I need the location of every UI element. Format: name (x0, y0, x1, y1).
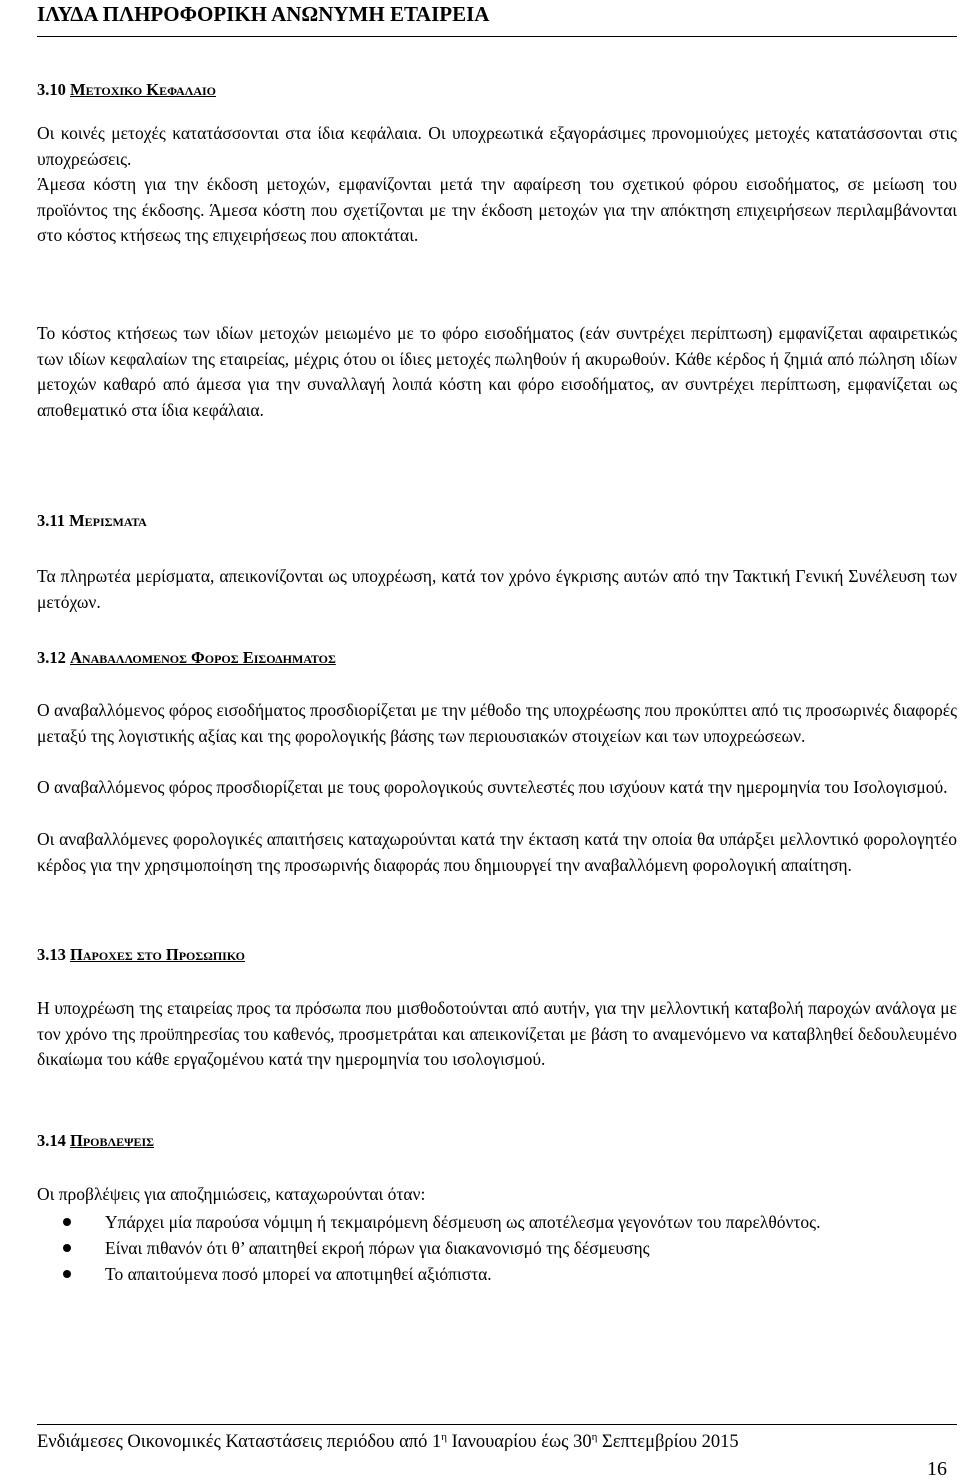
header-divider (37, 36, 957, 37)
footer-period-caption (37, 1432, 739, 1453)
section-number: 3.10 (37, 80, 66, 99)
provisions-conditions-list (37, 1209, 957, 1287)
section-number: 3.13 (37, 945, 66, 964)
list-item-text: Υπάρχει μία παρούσα νόμιμη ή τεκμαιρόμενη δέσμευση ως αποτέλεσμα γεγονότων του παρελθόντος. (105, 1212, 821, 1232)
section-number: 3.12 (37, 648, 66, 667)
list-item (37, 1209, 957, 1235)
list-item (37, 1261, 957, 1287)
paragraph-deferred-tax-rates: Ο αναβαλλόμενος φόρος προσδιορίζεται με τους φορολογικούς συντελεστές που ισχύουν κατά την ημερομηνία του Ισολογισμού. (37, 777, 948, 797)
page-number: 16 (927, 1458, 947, 1480)
section-heading-3-13 (37, 945, 245, 965)
section-title: Προβλεψεις (70, 1131, 154, 1150)
paragraph-employee-benefits: Η υποχρέωση της εταιρείας προς τα πρόσωπα που μισθοδοτούνται από αυτήν, για την μελλοντική καταβολή παροχών ανάλογα με τον χρόνο της προϋπηρεσίας του καθενός, προσμετράται και απεικονίζεται με βάση το αναμενόμενο να καταβληθεί δεδουλευμένο δικαίωμα του κάθε εργαζομένου κατά την ημερομηνία του ισολογισμού. (37, 998, 957, 1070)
section-title: Παροχες στο Προσωπικο (70, 945, 246, 964)
paragraph-deferred-tax-method: Ο αναβαλλόμενος φόρος εισοδήματος προσδιορίζεται με την μέθοδο της υποχρέωσης που προκύπτει από τις προσωρινές διαφορές μεταξύ της λογιστικής αξίας και της φορολογικής βάσης των περιουσιακών στοιχείων και των υποχρεώσεων. (37, 700, 957, 746)
footer-superscript: η (591, 1430, 598, 1443)
section-heading-3-10 (37, 80, 216, 100)
bullet-icon (63, 1244, 71, 1252)
footer-divider (37, 1424, 957, 1425)
list-item-text: Είναι πιθανόν ότι θ’ απαιτηθεί εκροή πόρων για διακανονισμό της δέσμευσης (105, 1238, 650, 1258)
section-heading-3-14 (37, 1131, 154, 1151)
section-heading-3-12 (37, 648, 336, 668)
section-title: Μετοχικο Κεφαλαιο (70, 80, 216, 99)
section-title: Μερισματα (69, 511, 147, 530)
footer-superscript: η (441, 1430, 447, 1443)
footer-text-part: Ενδιάμεσες Οικονομικές Καταστάσεις περιόδου από 1 (37, 1432, 442, 1452)
paragraph-provisions-intro: Οι προβλέψεις για αποζημιώσεις, καταχωρούνται όταν: (37, 1184, 426, 1204)
footer-text-part: Ιανουαρίου έως 30 (447, 1432, 592, 1452)
bullet-icon (63, 1270, 71, 1278)
section-number: 3.11 (37, 511, 65, 530)
paragraph-issue-costs: Άμεσα κόστη για την έκδοση μετοχών, εμφανίζονται μετά την αφαίρεση του σχετικού φόρου εισοδήματος, σε μείωση του προϊόντος της έκδοσης. Άμεσα κόστη που σχετίζονται με την έκδοση μετοχών για την απόκτηση επιχειρήσεων περιλαμβάνονται στο κόστος κτήσεως της επιχειρήσεως που αποκτάται. (37, 174, 957, 246)
bullet-icon (63, 1218, 71, 1226)
paragraph-deferred-tax-assets: Οι αναβαλλόμενες φορολογικές απαιτήσεις καταχωρούνται κατά την έκταση κατά την οποία θα υπάρξει μελλοντικό φορολογητέο κέρδος για την χρησιμοποίηση της προσωρινής διαφοράς που δημιουργεί την αναβαλλόμενη φορολογική απαίτηση. (37, 829, 957, 875)
list-item-text: Το απαιτούμενα ποσό μπορεί να αποτιμηθεί αξιόπιστα. (105, 1264, 492, 1284)
paragraph-dividends: Τα πληρωτέα μερίσματα, απεικονίζονται ως υποχρέωση, κατά τον χρόνο έγκρισης αυτών από την Τακτική Γενική Συνέλευση των μετόχων. (37, 566, 957, 612)
list-item (37, 1235, 957, 1261)
section-number: 3.14 (37, 1131, 66, 1150)
section-title: Αναβαλλομενος Φορος Εισοδηματος (70, 648, 336, 667)
company-header: ΙΛΥΔΑ ΠΛΗΡΟΦΟΡΙΚΗ ΑΝΩΝΥΜΗ ΕΤΑΙΡΕΙΑ (37, 2, 490, 26)
paragraph-share-classification: Οι κοινές μετοχές κατατάσσονται στα ίδια κεφάλαια. Οι υποχρεωτικά εξαγοράσιμες προνομιούχες μετοχές κατατάσσονται στις υποχρεώσεις. (37, 123, 957, 169)
paragraph-treasury-shares: Το κόστος κτήσεως των ιδίων μετοχών μειωμένο με το φόρο εισοδήματος (εάν συντρέχει περίπτωση) εμφανίζεται αφαιρετικώς των ιδίων κεφαλαίων της εταιρείας, μέχρις ότου οι ίδιες μετοχές πωληθούν ή ακυρωθούν. Κάθε κέρδος ή ζημιά από πώληση ιδίων μετοχών καθαρό από άμεσα για την συναλλαγή λοιπά κόστη και φόρο εισοδήματος, αν συντρέχει περίπτωση, εμφανίζεται ως αποθεματικό στα ίδια κεφάλαια. (37, 323, 957, 421)
footer-text-part: Σεπτεμβρίου 2015 (597, 1432, 739, 1452)
section-heading-3-11 (37, 511, 147, 531)
